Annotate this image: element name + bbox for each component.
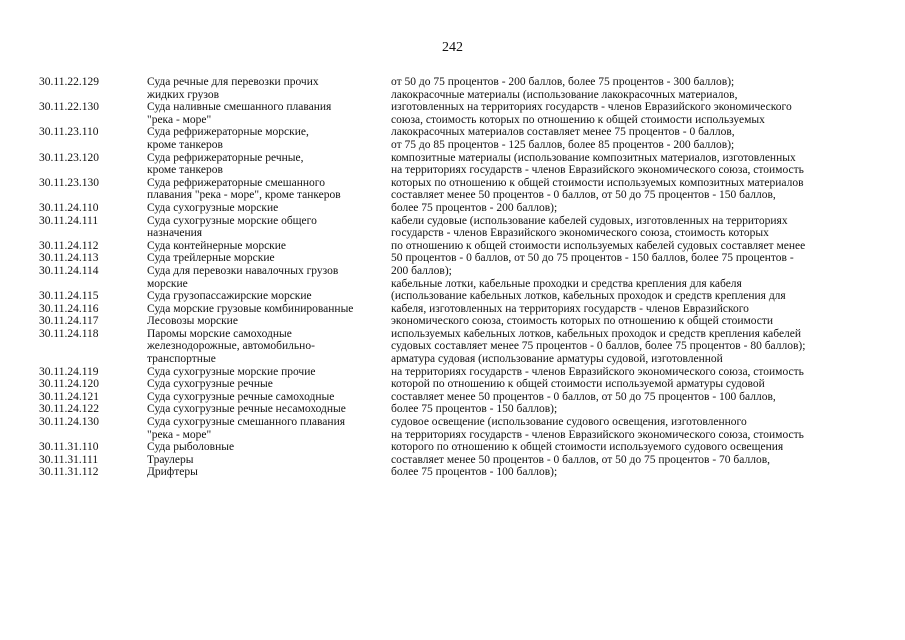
requirement-text [391,202,869,215]
product-name-line: Траулеры [147,453,194,466]
table-row [39,366,869,379]
requirement-text-line: экономического союза, стоимость которых по отношению к общей стоимости [391,315,774,328]
product-name-line: Лесовозы морские [147,315,238,328]
table-row [39,76,869,101]
product-name-line: кроме танкеров [147,164,223,177]
requirement-text-line: составляет менее 50 процентов - 0 баллов, от 50 до 75 процентов - 70 баллов, [391,453,771,466]
requirement-text-line: арматура судовая (использование арматуры судовой, изготовленной [391,353,723,366]
product-code: 30.11.24.117 [39,315,99,328]
product-code: 30.11.24.130 [39,416,99,429]
requirement-text-line: от 75 до 85 процентов - 125 баллов, более 85 процентов - 200 баллов); [391,138,735,151]
product-name-line: морские [147,277,188,290]
product-code: 30.11.24.120 [39,378,99,391]
requirement-text [391,378,869,391]
product-code: 30.11.24.113 [39,252,99,265]
requirement-text-line: лакокрасочные материалы (использование лакокрасочных материалов, [391,88,738,101]
table-row [39,177,869,202]
product-code: 30.11.24.119 [39,365,99,378]
table-body [39,76,869,479]
product-name-line: Суда сухогрузные морские прочие [147,365,316,378]
table-row [39,126,869,151]
requirement-text [391,454,869,467]
product-code: 30.11.24.110 [39,201,99,214]
product-code: 30.11.23.120 [39,151,99,164]
product-name [147,391,391,404]
requirement-text [391,76,869,101]
product-name [147,441,391,454]
product-name-line: Суда сухогрузные смешанного плавания [147,416,346,429]
product-name-line: Суда контейнерные морские [147,239,287,252]
product-name-line: Суда речные для перевозки прочих [147,76,319,88]
requirement-text-line: на территориях государств - членов Евразийского экономического союза, стоимость [391,428,804,441]
product-name-line: кроме танкеров [147,138,223,151]
product-name-line: транспортные [147,353,216,366]
product-code: 30.11.24.116 [39,302,99,315]
requirement-text [391,366,869,379]
requirement-text-line: изготовленных на территориях государств - членов Евразийского экономического [391,101,792,114]
product-name [147,416,391,441]
product-code: 30.11.24.112 [39,239,99,252]
requirement-text [391,152,869,177]
requirement-text [391,265,869,290]
product-code: 30.11.24.111 [39,214,99,227]
requirement-text [391,240,869,253]
requirement-text-line: союза, стоимость которых по отношению к общей стоимости используемых [391,113,765,126]
product-name [147,126,391,151]
product-code: 30.11.24.114 [39,264,99,277]
table-row [39,454,869,467]
requirement-text [391,441,869,454]
product-name-line: жидких грузов [147,88,220,101]
requirement-text-line: которого по отношению к общей стоимости используемого судового освещения [391,441,784,454]
table-row [39,215,869,240]
product-name-line: Суда сухогрузные речные несамоходные [147,403,346,416]
requirement-text-line: на территориях государств - членов Евразийского экономического союза, стоимость [391,365,804,378]
product-name-line: Суда наливные смешанного плавания [147,101,332,114]
product-name-line: Суда для перевозки навалочных грузов [147,264,339,277]
requirement-text-line: 200 баллов); [391,264,452,277]
product-name [147,215,391,240]
product-code: 30.11.31.111 [39,453,99,466]
product-code: 30.11.24.118 [39,327,99,340]
requirement-text-line: судовое освещение (использование судового освещения, изготовленного [391,416,747,429]
table-row [39,240,869,253]
product-name-line: Суда морские грузовые комбинированные [147,302,354,315]
product-name-line: Суда рефрижераторные смешанного [147,176,325,189]
requirement-text [391,177,869,202]
table-row [39,303,869,316]
table-row [39,290,869,303]
product-name-line: Суда рефрижераторные речные, [147,151,304,164]
product-name-line: Паромы морские самоходные [147,327,292,340]
product-name [147,265,391,290]
table-row [39,378,869,391]
product-name-line: Суда трейлерные морские [147,252,275,265]
table-row [39,391,869,404]
requirement-text-line: 50 процентов - 0 баллов, от 50 до 75 процентов - 150 баллов, более 75 процентов - [391,252,794,265]
product-name [147,403,391,416]
product-name-line: железнодорожные, автомобильно- [147,340,315,353]
product-name [147,466,391,479]
product-name [147,101,391,126]
product-name [147,366,391,379]
requirement-text [391,101,869,126]
requirement-text [391,215,869,240]
product-code: 30.11.22.129 [39,76,99,88]
requirement-text-line: составляет менее 50 процентов - 0 баллов, от 50 до 75 процентов - 100 баллов, [391,390,776,403]
product-name-line: назначения [147,227,203,240]
product-name [147,303,391,316]
product-name [147,290,391,303]
product-name-line: Дрифтеры [147,466,198,479]
requirement-text-line: государств - членов Евразийского экономического союза, стоимость которых [391,227,769,240]
table-row [39,466,869,479]
table-row [39,328,869,366]
classification-table [39,76,869,479]
product-code: 30.11.24.121 [39,390,99,403]
requirement-text-line: составляет менее 50 процентов - 0 баллов, от 50 до 75 процентов - 150 баллов, [391,189,776,202]
product-name [147,76,391,101]
table-row [39,252,869,265]
product-name [147,177,391,202]
product-code: 30.11.31.112 [39,466,99,479]
requirement-text-line: более 75 процентов - 200 баллов); [391,201,558,214]
table-row [39,441,869,454]
product-name [147,240,391,253]
requirement-text-line: кабели судовые (использование кабелей судовых, изготовленных на территориях [391,214,788,227]
table-row [39,152,869,177]
product-code: 30.11.22.130 [39,101,99,114]
requirement-text-line: (использование кабельных лотков, кабельных проходок и средств крепления для [391,290,786,303]
table-row [39,403,869,416]
product-name [147,454,391,467]
table-row [39,265,869,290]
requirement-text-line: лакокрасочных материалов составляет менее 75 процентов - 0 баллов, [391,126,735,139]
requirement-text-line: которой по отношению к общей стоимости используемой арматуры судовой [391,378,765,391]
product-name-line: Суда грузопассажирские морские [147,290,312,303]
product-name [147,315,391,328]
requirement-text [391,303,869,316]
requirement-text-line: используемых кабельных лотков, кабельных проходок и средств крепления кабелей [391,327,802,340]
product-code: 30.11.24.122 [39,403,99,416]
product-name [147,328,391,366]
product-name [147,202,391,215]
requirement-text [391,126,869,151]
product-name-line: Суда сухогрузные морские общего [147,214,317,227]
requirement-text-line: более 75 процентов - 150 баллов); [391,403,558,416]
requirement-text [391,466,869,479]
requirement-text [391,403,869,416]
product-name-line: Суда сухогрузные речные самоходные [147,390,335,403]
requirement-text [391,328,869,366]
page-number: 242 [442,40,463,55]
requirement-text-line: кабельные лотки, кабельные проходки и средства крепления для кабеля [391,277,742,290]
product-name-line: Суда рефрижераторные морские, [147,126,309,139]
requirement-text-line: композитные материалы (использование композитных материалов, изготовленных [391,151,796,164]
product-name [147,378,391,391]
requirement-text [391,416,869,441]
requirement-text [391,391,869,404]
product-name-line: Суда сухогрузные морские [147,201,279,214]
product-code: 30.11.24.115 [39,290,99,303]
product-code: 30.11.23.110 [39,126,99,139]
product-name-line: Суда рыболовные [147,441,235,454]
product-name-line: "река - море" [147,428,212,441]
table-row [39,101,869,126]
table-row [39,416,869,441]
product-name-line: "река - море" [147,113,212,126]
requirement-text-line: судовых составляет менее 75 процентов - 0 баллов, более 75 процентов - 80 баллов); [391,340,806,353]
requirement-text [391,290,869,303]
table-row [39,202,869,215]
product-name [147,252,391,265]
product-code: 30.11.23.130 [39,176,99,189]
requirement-text-line: которых по отношению к общей стоимости используемых композитных материалов [391,176,804,189]
requirement-text-line: кабеля, изготовленных на территориях государств - членов Евразийского [391,302,749,315]
requirement-text [391,315,869,328]
requirement-text-line: на территориях государств - членов Евразийского экономического союза, стоимость [391,164,804,177]
product-code: 30.11.31.110 [39,441,99,454]
product-name-line: Суда сухогрузные речные [147,378,273,391]
product-name-line: плавания "река - море", кроме танкеров [147,189,341,202]
product-name [147,152,391,177]
requirement-text [391,252,869,265]
requirement-text-line: от 50 до 75 процентов - 200 баллов, более 75 процентов - 300 баллов); [391,76,735,88]
requirement-text-line: по отношению к общей стоимости используемых кабелей судовых составляет менее [391,239,806,252]
table-row [39,315,869,328]
requirement-text-line: более 75 процентов - 100 баллов); [391,466,558,479]
